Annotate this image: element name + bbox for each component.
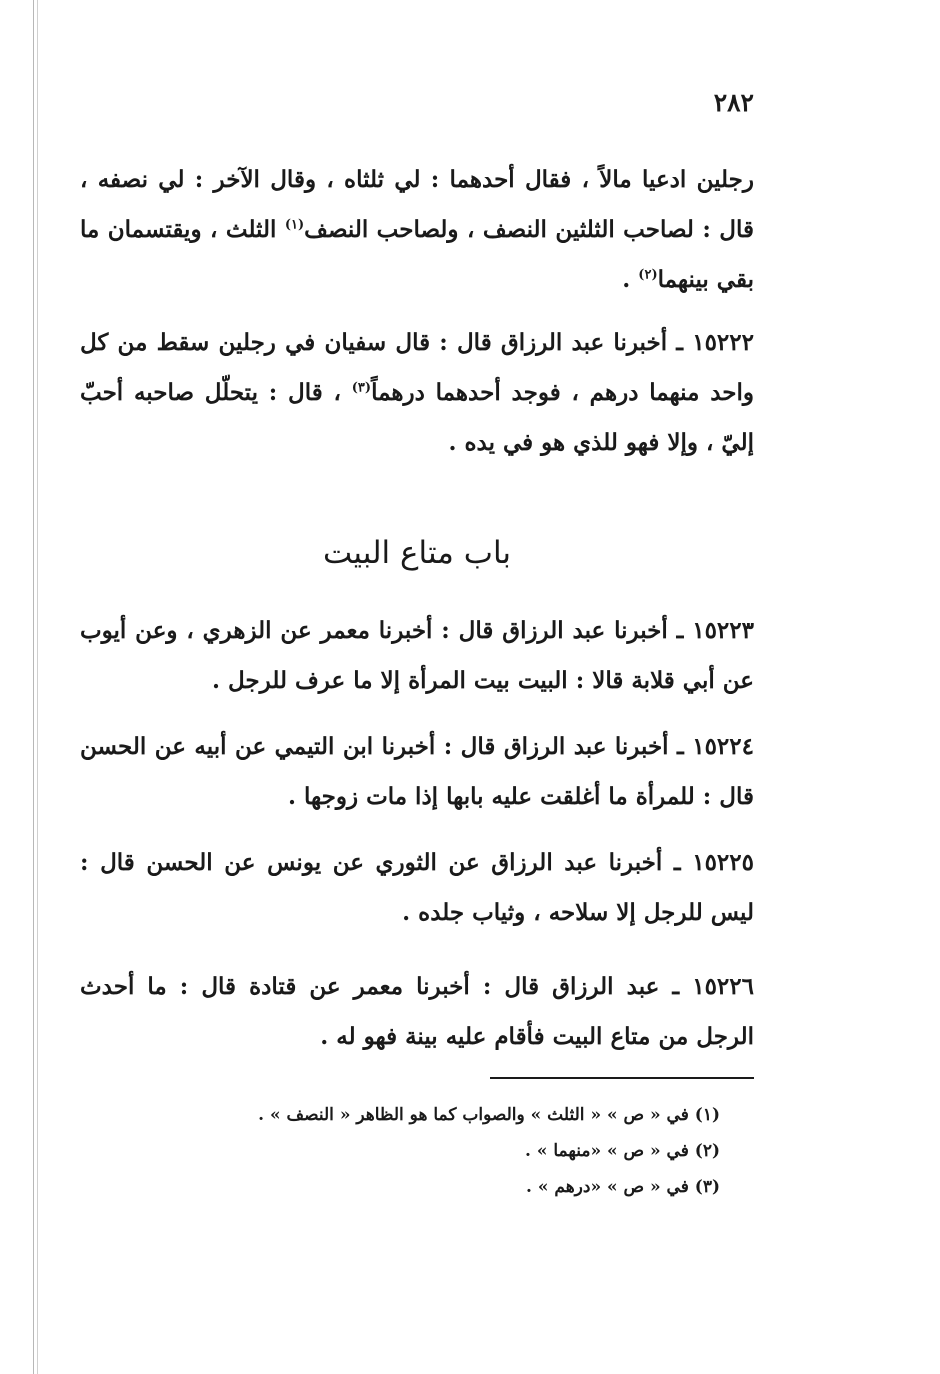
footnote-ref-1: (١) — [284, 217, 305, 233]
footnote-1: (١) في « ص » « الثلث » والصواب كما هو الظاهر « النصف » . — [258, 1105, 720, 1125]
hadith-entry-15225 — [80, 838, 754, 938]
page-number: ٢٨٢ — [713, 88, 754, 117]
hadith-text: ـ أخبرنا عبد الرزاق قال : أخبرنا معمر عن الزهري ، وعن أيوب عن أبي قلابة قالا : البيت بيت المرأة إلا ما عرف للرجل . — [80, 617, 754, 694]
intro-text-3: . — [622, 266, 639, 293]
hadith-entry-15222 — [80, 318, 754, 468]
hadith-entry-15226 — [80, 962, 754, 1062]
footnotes — [160, 1097, 720, 1205]
hadith-number: ١٥٢٢٥ — [692, 849, 754, 876]
hadith-text-1: ـ أخبرنا عبد الرزاق قال : قال سفيان في رجلين سقط من كل واحد منهما درهم ، فوجد أحدهما درهماً — [80, 329, 754, 406]
footnote-divider — [490, 1077, 754, 1079]
hadith-entry-15223 — [80, 606, 754, 706]
hadith-text-2: ، قال : يتحلّل صاحبه أحبّ إليّ ، وإلا فهو للذي هو في يده . — [80, 379, 754, 456]
margin-line — [33, 0, 34, 1374]
footnote-2: (٢) في « ص » «منهما » . — [524, 1141, 720, 1161]
intro-paragraph — [80, 155, 754, 305]
footnote-ref-3: (٣) — [351, 380, 372, 396]
margin-line-inner — [37, 0, 38, 1374]
hadith-text: ـ عبد الرزاق قال : أخبرنا معمر عن قتادة قال : ما أحدث الرجل من متاع البيت فأقام عليه بينة فهو له . — [80, 973, 754, 1050]
hadith-entry-15224 — [80, 722, 754, 822]
hadith-number: ١٥٢٢٣ — [692, 617, 754, 644]
hadith-number: ١٥٢٢٤ — [692, 733, 754, 760]
chapter-heading: باب متاع البيت — [322, 535, 512, 571]
intro-text-2: الثلث ، ويقتسمان ما بقي بينهما — [80, 216, 754, 293]
intro-text-1: رجلين ادعيا مالاً ، فقال أحدهما : لي ثلثاه ، وقال الآخر : لي نصفه ، قال : لصاحب الثلثين النصف ، ولصاحب النصف — [80, 166, 754, 243]
hadith-text: ـ أخبرنا عبد الرزاق قال : أخبرنا ابن التيمي عن أبيه عن الحسن قال : للمرأة ما أغلقت عليه بابها إذا مات زوجها . — [80, 733, 754, 810]
footnote-ref-2: (٢) — [638, 267, 658, 283]
hadith-number: ١٥٢٢٢ — [692, 329, 754, 356]
footnote-3: (٣) في « ص » «درهم » . — [526, 1177, 720, 1197]
hadith-number: ١٥٢٢٦ — [692, 973, 754, 1000]
hadith-text: ـ أخبرنا عبد الرزاق عن الثوري عن يونس عن الحسن قال : ليس للرجل إلا سلاحه ، وثياب جلده . — [80, 849, 754, 926]
